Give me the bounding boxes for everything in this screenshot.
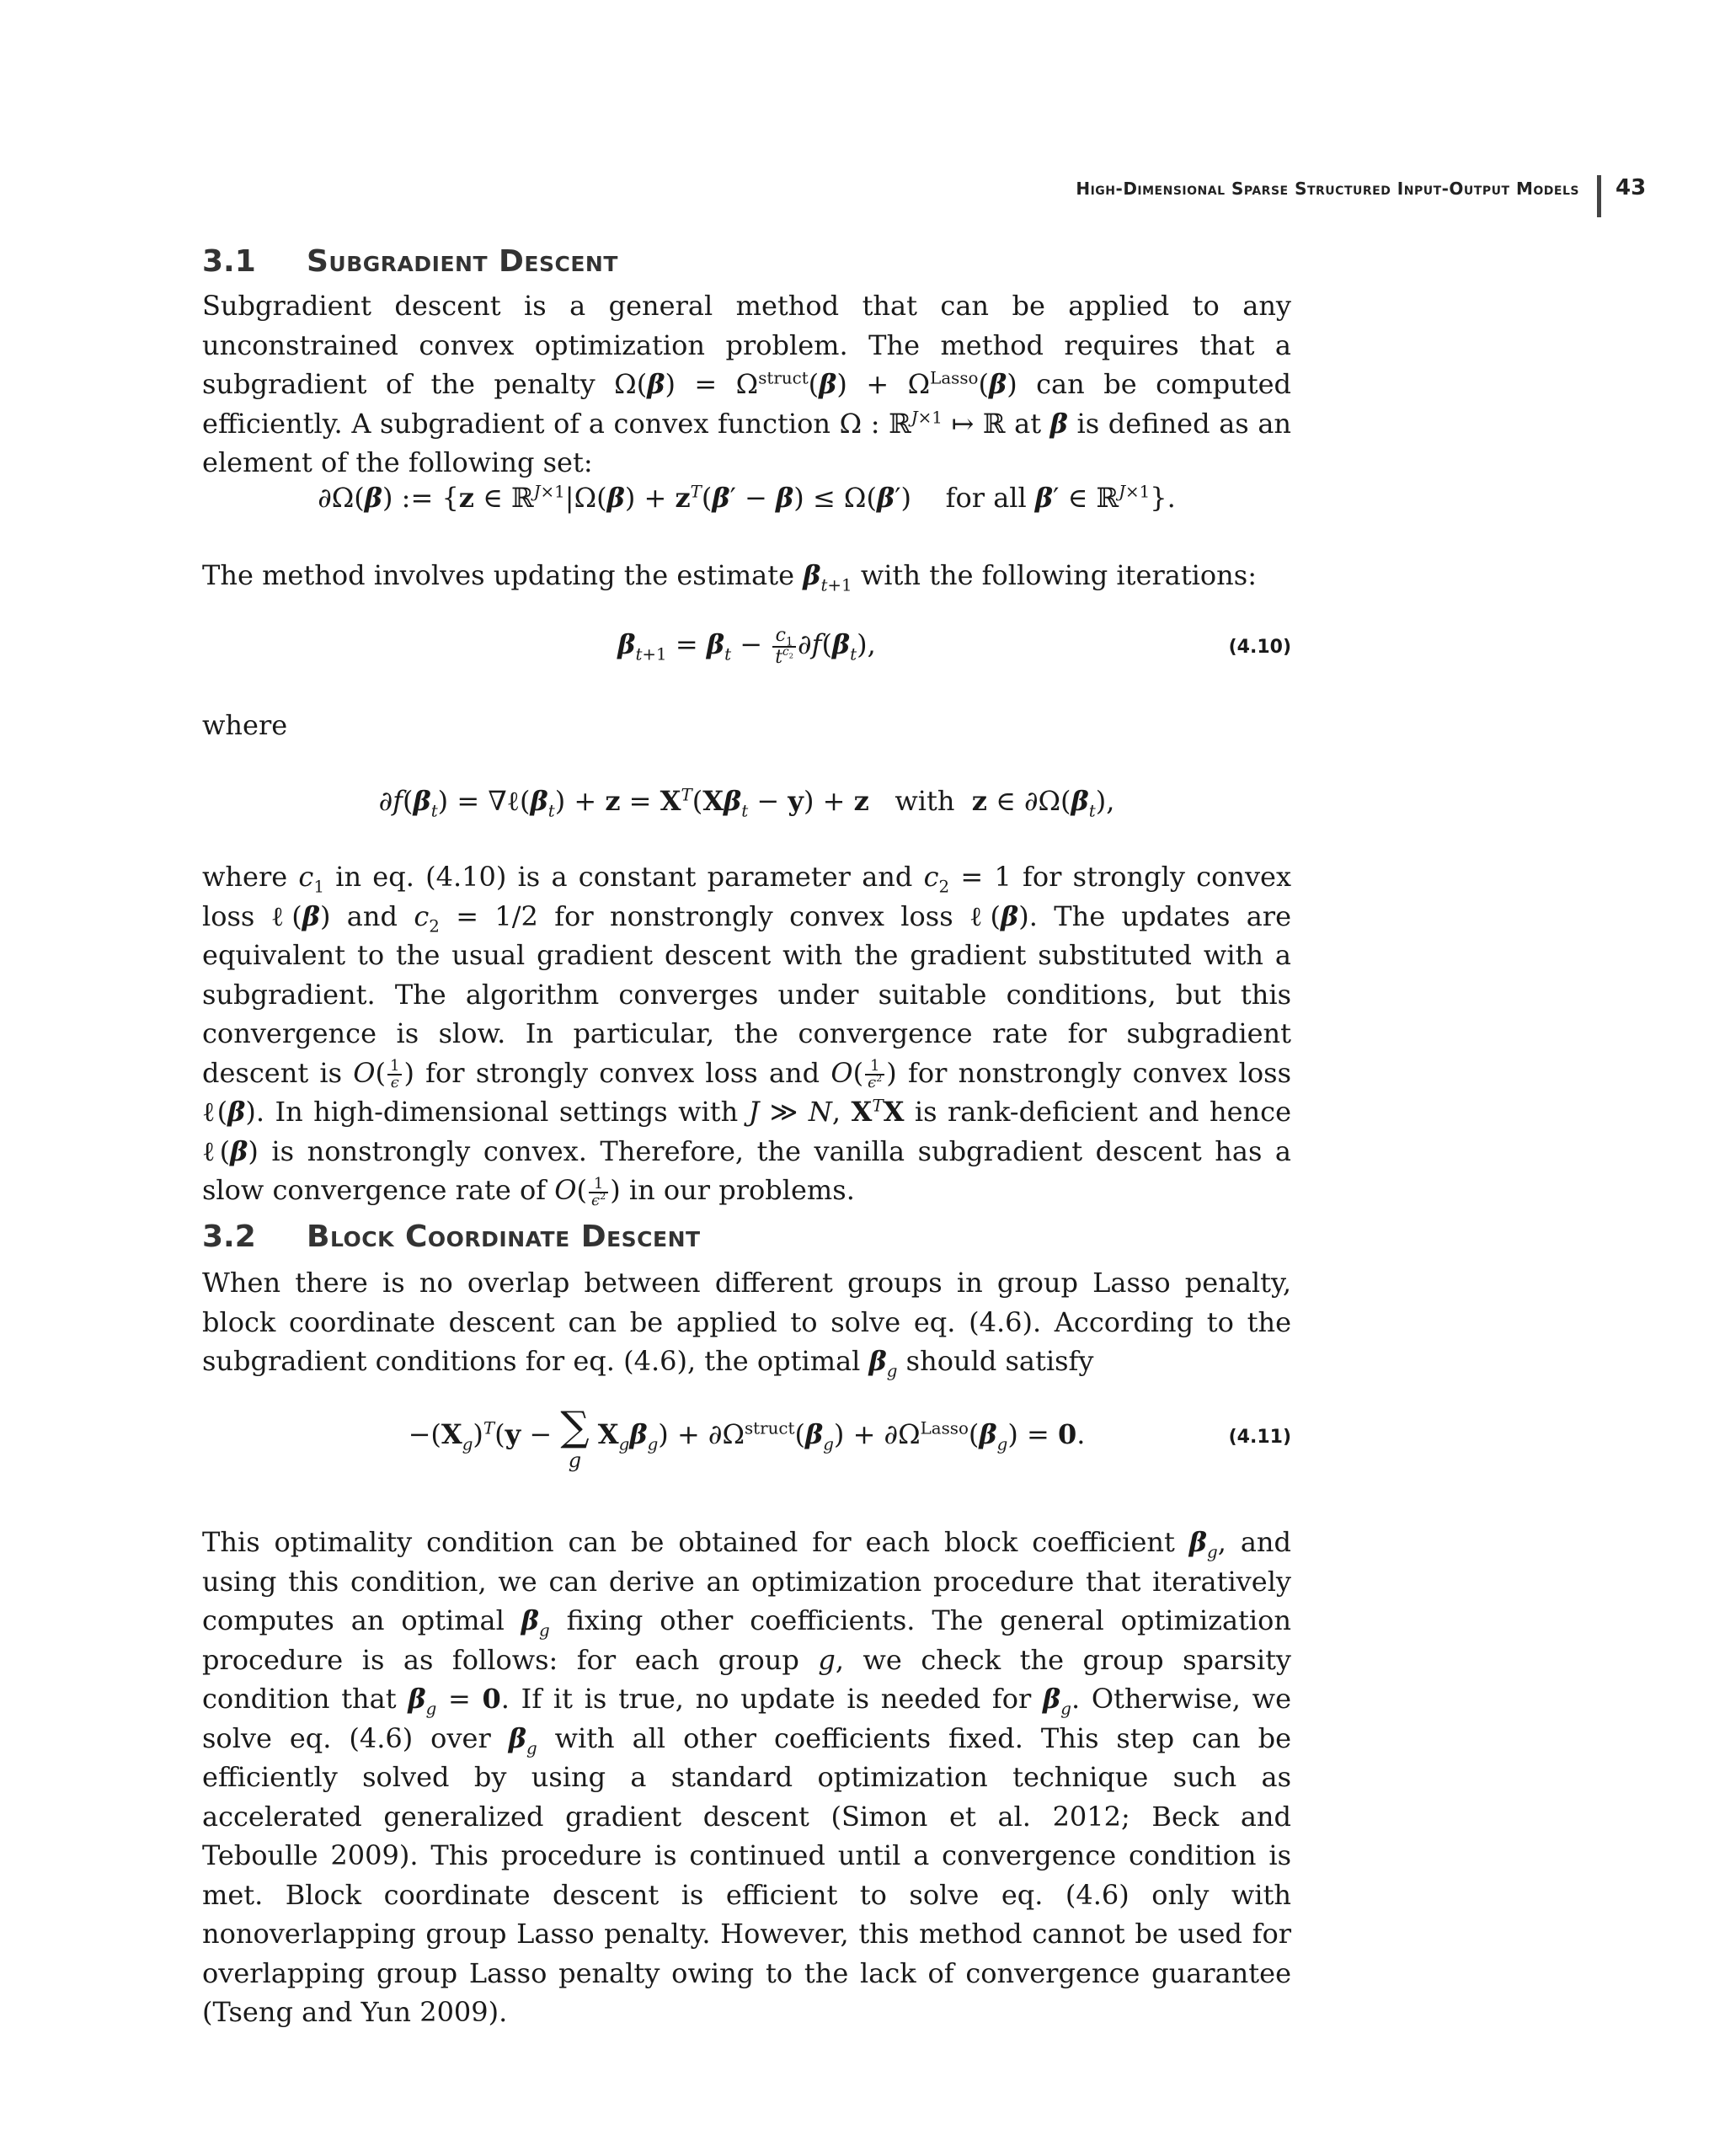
section-number: 3.2	[202, 1219, 256, 1254]
equation-subgradient-f: $\partial f(\beta_t)$ = $\nabla\ell(\beta_t) + z = X^T(X\beta_t - y) + z$ with z ∈ $\partial\Omega(\beta_t)$,	[378, 785, 1115, 821]
section-3-2-heading	[202, 1219, 701, 1254]
s31-paragraph-3: where $c_1$ in eq. (4.10) is a constant parameter and $c_2 = 1$ for strongly convex loss ℓ(β) and $c_2 = 1/2$ for nonstrongly convex loss ℓ(β). The updates are equivalent to the usual gradient descent with the gradient substituted with a subgradient. The algorithm converges under suitable conditions, but this convergence is slow. In particular, the convergence rate for subgradient descent is O( $\frac{1}{\epsilon}$ ) for strongly convex loss and O( $\frac{1}{\epsilon^2}$ ) for nonstrongly convex loss ℓ(β). In high-dimensional settings with J ≫ N, $X^TX$ is rank-deficient and hence ℓ(β) is nonstrongly convex. Therefore, the vanilla subgradient descent has a slow convergence rate of O( $\frac{1}{\epsilon^2}$ ) in our problems.	[202, 861, 1292, 1209]
page-number: 43	[1616, 175, 1647, 200]
section-3-1-heading	[202, 244, 618, 279]
running-title: High-Dimensional Sparse Structured Input-Output Models	[1076, 179, 1579, 199]
section-title: Block Coordinate Descent	[307, 1219, 701, 1254]
equation-number-4-11: (4.11)	[1228, 1427, 1291, 1448]
s32-paragraph-1: When there is no overlap between different groups in group Lasso penalty, block coordinate descent can be applied to solve eq. (4.6). According to the subgradient conditions for eq. (4.6), the optimal $\beta_g$ should satisfy	[202, 1267, 1291, 1381]
s31-where: where	[202, 709, 288, 741]
equation-subdifferential: ∂Ω(β) := {z ∈ ℝ$^{J\times 1}$|Ω(β) + $z^T(\beta' - \beta) \le \Omega(\beta')$ for all β′ ∈ ℝ$^{J\times 1}$}.	[318, 482, 1176, 514]
header-rule	[1597, 175, 1601, 217]
s31-paragraph-2: The method involves updating the estimate $\beta_{t+1}$ with the following iterations:	[202, 559, 1257, 595]
equation-4-10: $\beta_{t+1} = \beta_t$ − $\frac{c_1}{t^{c_2}}$ $\partial f(\beta_t)$, (4.10)	[617, 624, 1291, 668]
s32-paragraph-2: This optimality condition can be obtained for each block coefficient $\beta_g$, and using this condition, we can derive an optimization procedure that iteratively computes an optimal $\beta_g$ fixing other coefficients. The general optimization procedure is as follows: for each group g, we check the group sparsity condition that $\beta_g = 0$. If it is true, no update is needed for $\beta_g$. Otherwise, we solve eq. (4.6) over $\beta_g$ with all other coefficients fixed. This step can be efficiently solved by using a standard optimization technique such as accelerated generalized gradient descent (Simon et al. 2012; Beck and Teboulle 2009). This procedure is continued until a convergence condition is met. Block coordinate descent is efficient to solve eq. (4.6) only with nonoverlapping group Lasso penalty. However, this method cannot be used for overlapping group Lasso penalty owing to the lack of convergence guarantee (Tseng and Yun 2009).	[202, 1526, 1292, 2028]
equation-4-11: $-(X_g)^T(y$ − ∑ g $X_g\beta_g) + \partial\Omega^{struct}(\beta_g) + \partial\Omega^{Lasso}(\beta_g) = 0$. (4.11)	[408, 1403, 1291, 1472]
section-title: Subgradient Descent	[307, 244, 618, 279]
s31-paragraph-1: Subgradient descent is a general method that can be applied to any unconstrained convex optimization problem. The method requires that a subgradient of the penalty $\Omega(\beta) = \Omega^{struct}(\beta) + \Omega^{Lasso}(\beta)$ can be computed efficiently. A subgradient of a convex function Ω : ℝ$^{J\times 1}$ ↦ ℝ at β is defined as an element of the following set:	[202, 290, 1292, 478]
equation-number-4-10: (4.10)	[1228, 637, 1291, 658]
section-number: 3.1	[202, 244, 256, 279]
